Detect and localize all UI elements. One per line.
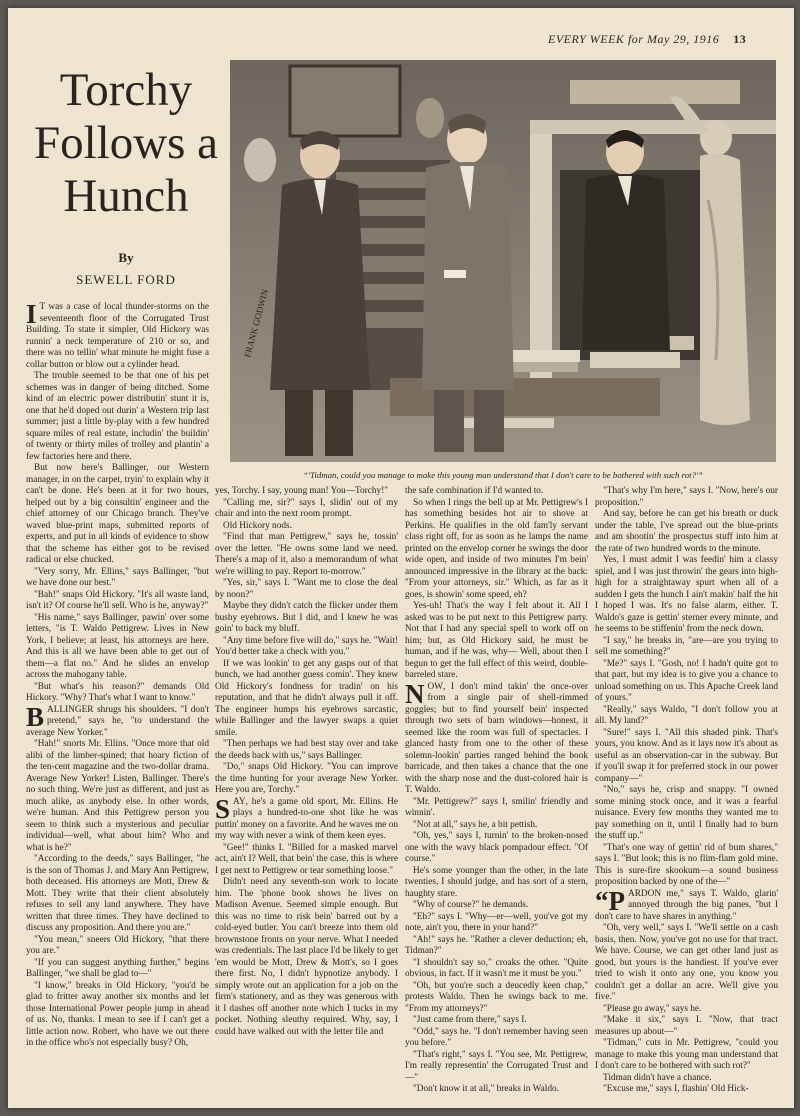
byline-label: By xyxy=(118,250,134,265)
paragraph xyxy=(405,1015,588,1027)
paragraph-text: "Gee!" thinks I. "Billed for a masked marvel act, ain't I? Well, that bein' the case, this is where I get next to Pettigrew or tear something loose." xyxy=(215,842,398,876)
paragraph xyxy=(405,958,588,981)
paragraph xyxy=(405,912,588,935)
drop-cap: S xyxy=(215,793,231,824)
paragraph-text: "Ah!" says he. "Rather a clever deduction; eh, Tidman?" xyxy=(405,934,588,956)
paragraph-text: "That's one way of gettin' rid of bum shares," says I. "But look; this is no flim-flam gold mine. This is sure-fire skookum—a sound business proposition backed by one of the—" xyxy=(595,842,778,887)
paragraph xyxy=(595,1084,778,1096)
paragraph-text: T was a case of local thunder-storms on the seventeenth floor of the Corrugated Trust Building. To state it simpler, Old Hickory was runnin' a neck temperature of 210 or so, and there was no tellin' what minute he might fuse a collar button or blow out a cylinder head. xyxy=(26,302,209,370)
paragraph-text: "Please go away," says he. xyxy=(603,1003,702,1014)
paragraph-text: , I don't mind takin' the once-over from a single pair of shell-rimmed goggles; but to find yourself bein' inspected through two sets of barn windows—honest, it seemed like the room was full of spectacles. I glanced hasty from one to the other of these solemn-lookin' parties ranged behind the book barricade, and then takes a chance that the one with the sharp nose and the dust-colored hair is T. Waldo. xyxy=(405,681,588,795)
paragraph xyxy=(26,854,209,935)
paragraph xyxy=(405,866,588,901)
paragraph xyxy=(595,1004,778,1016)
paragraph-text: Tidman didn't have a chance. xyxy=(603,1072,712,1083)
paragraph-text: "Just came from there," says I. xyxy=(413,1015,527,1025)
paragraph-text: "Find that man Pettigrew," says he, tossin' over the letter. "He owns some land we need. There's a map of it, also a memorandum of what we're willing to pay. Report to-morrow." xyxy=(215,532,398,577)
title-line: Torchy xyxy=(59,64,193,116)
paragraph xyxy=(26,613,209,682)
paragraph xyxy=(215,762,398,797)
paragraph xyxy=(26,590,209,613)
paragraph-text: "I know," breaks in Old Hickory, "you'd be glad to fritter away another six months and let those International Power people jump in ahead of us. No, thanks. I mean to see if I can't get a little action now. Robert, who have we out there in the office who's not especially busy? Oh, xyxy=(26,980,209,1048)
paragraph xyxy=(26,371,209,463)
paragraph-text: "Oh, very well," says I. "We'll settle on a cash basis, then. Now, you've got no use for that tract. We have. Course, we can get other land just as good, but yours is the handiest. If you've ever tried to wish it onto any one, you know you couldn't get a dollar an acre. We'll give you five." xyxy=(595,923,778,1002)
lamp-shade xyxy=(570,80,740,104)
paragraph xyxy=(595,486,778,509)
small-caps-lead: ARDON xyxy=(628,888,662,899)
paragraph xyxy=(595,1038,778,1073)
text-column-4 xyxy=(595,486,778,1102)
paragraph-text: "Calling me, sir?" says I, slidin' out of my chair and into the next room prompt. xyxy=(215,497,398,519)
paragraph-text: "I say," he breaks in, "are—are you trying to sell me something?" xyxy=(595,635,778,657)
paragraph xyxy=(26,302,209,371)
text-column-3 xyxy=(405,486,588,1102)
paragraph xyxy=(405,797,588,820)
paragraph-text: "If you can suggest anything further," begins Ballinger, "we shall be glad to—" xyxy=(26,957,209,979)
paragraph-text: "Then perhaps we had best stay over and take the deeds back with us," says Ballinger. xyxy=(215,739,398,761)
paragraph-text: "His name," says Ballinger, pawin' over some letters, "is T. Waldo Pettigrew. Lives in New York, I believe; at least, his attorneys are here. And this is all we have been able to get out of them—a flat no." And he slides an envelop across the mahogany table. xyxy=(26,612,209,680)
title-line: Follows a xyxy=(33,117,219,169)
paragraph xyxy=(595,923,778,1004)
paragraph xyxy=(405,900,588,912)
paragraph-text: The trouble seemed to be that one of his pet schemes was in danger of being ditched. Some kind of an electric power distributin' stunt it is, one that he'd doped out durin' a Western trip last summer; just a little by-play with a few hundred square miles of real estate, includin' the buildin' of twenty or thirty miles of trolley and plantin' a few factories here and there. xyxy=(26,371,209,462)
paragraph xyxy=(215,601,398,636)
paragraph xyxy=(405,981,588,1016)
paragraph xyxy=(595,555,778,636)
magazine-page xyxy=(8,8,794,1108)
paragraph xyxy=(26,682,209,705)
paragraph xyxy=(595,785,778,843)
ginger-jar xyxy=(244,138,276,182)
paragraph-text: So when I rings the bell up at Mr. Pettigrew's I has something besides hot air to shove at Perkins. He qualifies in the old fam'ly servant class right off, for as soon as he lamps the name printed on the envelop corner he swings the door wide open, and inside of two minutes I'm bein' announced impressive in the library at the back: "From your attorneys, sir." Which, as far as it goes, is showin' some speed, eh? xyxy=(405,497,588,600)
paragraph xyxy=(215,877,398,1038)
paragraph-text: "Oh, but you're such a deucedly keen chap," protests Waldo. Then he swings back to me. "From my attorneys?" xyxy=(405,980,588,1014)
paragraph-text: "Don't know it at all," breaks in Waldo. xyxy=(413,1084,559,1094)
drop-cap: I xyxy=(26,302,37,329)
paragraph-text: But now here's Ballinger, our Western manager, in on the carpet, tryin' to explain why it can't be done. He's been at it for two hours, helped out by a big consultin' engineer and the chief attorney of our Chicago branch. They've waved blue-print maps, submitted reports of experts, and put in all kinds of evidence to show that the scheme has either got to be revised radical or else chucked. xyxy=(26,463,209,565)
paragraph-text: Maybe they didn't catch the flicker under them bushy eyebrows. But I did, and I knew he was goin' to back my bluff. xyxy=(215,601,398,634)
paragraph-text: "No," says he, crisp and snappy. "I owned some mining stock once, and it was a fearful nuisance. Every few months they wanted me to pay something on it, until I finally had to burn the stuff up." xyxy=(595,785,778,841)
paragraph xyxy=(215,659,398,740)
paragraph xyxy=(215,532,398,578)
paragraph xyxy=(26,739,209,854)
mantel-urn xyxy=(416,98,444,138)
author-name: SEWELL FORD xyxy=(76,272,176,287)
paragraph-text: And say, before he can get his breath or duck under the table, I've spread out the blue-prints and am shootin' the prospectus stuff into him at the rate of two hundred words to the minute. xyxy=(595,509,778,554)
paragraph xyxy=(215,486,398,498)
paragraph-text: "Very sorry, Mr. Ellins," says Ballinger, "but we have done our best." xyxy=(26,566,209,588)
title-line: Hunch xyxy=(63,170,189,222)
paragraph-text: "Odd," says he. "I don't remember having seen you before." xyxy=(405,1026,588,1048)
paragraph xyxy=(405,831,588,866)
paragraph-text: "Do," snaps Old Hickory. "You can improve the time hunting for your average New Yorker. Here you are, Torchy." xyxy=(215,762,398,795)
paragraph xyxy=(595,843,778,889)
story-illustration xyxy=(230,60,776,462)
text-column-1 xyxy=(26,302,209,1102)
paragraph-text: "Any time before five will do," says he. "Wait! You'd better take a check with you." xyxy=(215,635,398,657)
paragraph xyxy=(215,578,398,601)
paragraph-text: yes, Torchy. I say, young man! You—Torchy!" xyxy=(215,486,389,496)
paragraph xyxy=(405,498,588,602)
paragraph-text: "That's right," says I. "You see, Mr. Pettigrew, I'm really representin' the Corrugated Trust and—" xyxy=(405,1049,588,1083)
paragraph xyxy=(405,820,588,832)
paragraph xyxy=(26,701,209,740)
magazine-dateline: EVERY WEEK for May 29, 1916 xyxy=(548,32,720,46)
paragraph-text: the safe combination if I'd wanted to. xyxy=(405,486,544,496)
paragraph-text: "Excuse me," says I, flashin' Old Hick- xyxy=(603,1084,749,1094)
paragraph-text: "Make it six," says I. "Now, that tract measures up about—" xyxy=(595,1015,778,1037)
paragraph-text: Yes-uh! That's the way I felt about it. All I asked was to be put next to this Pettigrew party. Not that I had any special spell to work off on him; but, as Old Hickory said, he must be human, and if he was, why— Well, about then I begun to get the full effect of this weird, double-barreled stare. xyxy=(405,601,588,680)
paragraph-text: "You mean," sneers Old Hickory, "that there you are." xyxy=(26,934,209,956)
paragraph xyxy=(26,463,209,567)
paragraph xyxy=(215,636,398,659)
story-title xyxy=(26,64,226,223)
paragraph-text: shrugs his shoulders. "I don't pretend," says he, "to understand the average New Yorker." xyxy=(26,704,209,738)
drop-cap: N xyxy=(405,678,425,709)
paragraph-text: "That's why I'm here," says I. "Now, here's our proposition." xyxy=(595,486,778,508)
paragraph xyxy=(215,739,398,762)
paragraph-text: Didn't need any seventh-son work to locate him. The 'phone book shows he lives on Madison Avenue. Seemed simple enough. But this was no time to risk bein' barred out by a cold-eyed butler. You can't breeze into them old brownstone fronts on your nerve. What I needed was credentials. The last place I'd be likely to get 'em would be Mott, Drew & Mott's, so I goes there first. No, I didn't hypnotize anybody. I simply wrote out an application for a job on the firm's stationery, and as they was generous with it I dashes off another note which I tucks in my pocket. Nothing sleuthy required. Why, say, I could have walked out with the letter file and xyxy=(215,877,398,1037)
paragraph xyxy=(405,1084,588,1096)
illustration-caption: “'Tidman, could you manage to make this young man understand that I don't care to be bothered with such rot?'” xyxy=(303,470,703,480)
paragraph-text: "Mr. Pettigrew?" says I, smilin' friendly and winnin'. xyxy=(405,796,588,818)
paragraph-text: me," says T. Waldo, glarin' annoyed through the big panes, "but I don't care to have shares in anything." xyxy=(595,888,778,922)
paragraph xyxy=(595,659,778,705)
paragraph xyxy=(405,1027,588,1050)
paragraph-text: "Me?" says I. "Gosh, no! I hadn't quite got to that part, but my idea is to give you a chance to unload something on us. This Apache Creek land of yours." xyxy=(595,658,778,703)
drop-cap: “P xyxy=(595,885,625,916)
running-header xyxy=(548,32,778,47)
paragraph xyxy=(405,1050,588,1085)
paragraph-text: "Why of course?" he demands. xyxy=(413,900,529,910)
artist-signature: FRANK GODWIN xyxy=(242,288,271,359)
paragraph xyxy=(215,843,398,878)
fireplace-mantel xyxy=(530,120,776,134)
paragraph-text: "Yes, sir," says I. "Want me to close the deal by noon?" xyxy=(215,578,398,600)
small-caps-lead: ALLINGER xyxy=(47,704,94,715)
paragraph xyxy=(405,935,588,958)
small-caps-lead: OW xyxy=(427,681,443,692)
paragraph-text: He's some younger than the other, in the late twenties, I should judge, and has sort of a stern, haughty stare. xyxy=(405,865,588,899)
paragraph xyxy=(595,885,778,924)
paragraph-text: "Tidman," cuts in Mr. Pettigrew, "could you manage to make this young man understand that I don't care to be bothered with such rot?" xyxy=(595,1038,778,1071)
paragraph xyxy=(26,935,209,958)
paragraph-text: "I shouldn't say so," croaks the other. "Quite obvious, in fact. If it wasn't me it must be you." xyxy=(405,957,588,979)
paragraph xyxy=(595,705,778,728)
paragraph-text: "Hah!" snorts Mr. Ellins. "Once more that old alibi of the limber-spined; that hoary fiction of the ten-cent magazine and the two-dollar drama. Average New Yorker! Listen, Ballinger. There's no such thing. We're just as different, and just as much alike, as anybody else. In other words, we're human. And this Pettigrew person you seem to think such a mysterious and peculiar individual—well, what about him? Who and what is he?" xyxy=(26,739,209,853)
paragraph xyxy=(405,486,588,498)
paragraph xyxy=(26,958,209,981)
paragraph-text: "Eh?" says I. "Why—er—well, you've got my note, ain't you, there in your hand?" xyxy=(405,911,588,933)
paragraph-text: , he's a game old sport, Mr. Ellins. He plays a hundred-to-one shot like he was puttin' money on a favorite. And he waves me on my way with never a wink of them keen eyes. xyxy=(215,796,398,841)
page-number: 13 xyxy=(733,32,747,46)
paragraph xyxy=(595,728,778,786)
paragraph-text: Old Hickory nods. xyxy=(223,520,292,531)
paragraph xyxy=(405,678,588,797)
paragraph xyxy=(215,521,398,533)
text-column-2 xyxy=(215,486,398,1102)
paragraph-text: "According to the deeds," says Ballinger, "he is the son of Thomas J. and Mary Ann Pettigrew, both deceased. His attorneys are Mott, Drew & Mott. They write that their client absolutely refuses to sell any land anywhere. They have written that three times. They have declined to discuss any proposition. And there you are." xyxy=(26,854,209,933)
paragraph-text: "Really," says Waldo, "I don't follow you at all. My land?" xyxy=(595,704,778,726)
paragraph-text: "Oh, yes," says I, turnin' to the broken-nosed one with the wavy black pompadour effect. "Of course." xyxy=(405,831,588,864)
paragraph xyxy=(26,567,209,590)
paragraph-text: "Sure!" says I. "All this shaded pink. That's yours, you know. And as it lays now it's about as useful as an observation-car in the subway. But if you'll swap it for preferred stock in our power company—" xyxy=(595,727,778,784)
paragraph xyxy=(215,793,398,843)
paragraph xyxy=(595,509,778,555)
paragraph-text: "Bah!" snaps Old Hickory. "It's all waste land, isn't it? Of course he'll sell. Who is he, anyway?" xyxy=(26,589,209,611)
paragraph xyxy=(595,1015,778,1038)
paragraph xyxy=(26,981,209,1050)
paragraph-text: "Not at all," says he, a bit pettish. xyxy=(413,819,538,830)
drop-cap: B xyxy=(26,701,45,732)
wall-painting xyxy=(290,66,400,136)
paragraph-text: "But what's his reason?" demands Old Hickory. "Why? That's what I want to know." xyxy=(26,681,209,703)
paragraph xyxy=(595,1073,778,1085)
paragraph xyxy=(215,498,398,521)
paragraph-text: If we was lookin' to get any gasps out of that bunch, we had another guess comin'. They knew Old Hickory's fondness for tradin' on his reputation, and that he didn't always pull it off. The engineer humps his eyebrows sarcastic, while Ballinger and the lawyer swaps a quiet smile. xyxy=(215,658,398,738)
small-caps-lead: AY xyxy=(233,796,246,807)
paragraph xyxy=(595,636,778,659)
paragraph xyxy=(405,601,588,682)
paragraph-text: Yes, I must admit I was feedin' him a classy spiel, and I was just throwin' the gears into high-high for a straightaway spurt when all of a sudden I gets the hunch I ain't makin' half the hit I hoped I was. It's no false alarm, either. T. Waldo's gaze is gettin' sterner every minute, and he seems to be stiffenin' from the neck down. xyxy=(595,555,778,634)
